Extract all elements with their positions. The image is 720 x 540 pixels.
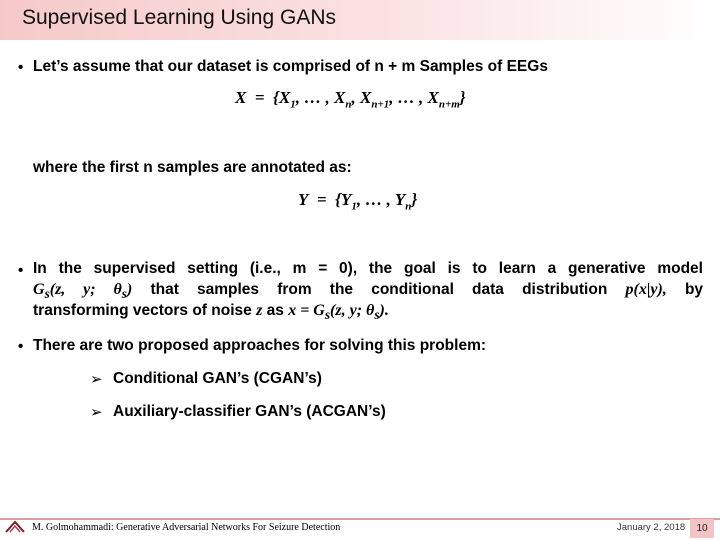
sub-item-2-arrow-icon: ➢ (90, 404, 103, 421)
bullet-2-line-2: $G_s(z$, y; $\theta_s$) that samples from the conditional data distribution p(x|y), by (33, 281, 704, 302)
bullet-2-line-1: In the supervised setting (i.e., m = 0), the goal is to learn a generative model (33, 260, 703, 277)
sub-item-2: Auxiliary-classifier GAN’s (ACGAN’s) (113, 403, 386, 420)
sub-item-1-arrow-icon: ➢ (90, 371, 103, 388)
bullet-1-text: Let’s assume that our dataset is comprised of n + m Samples of EEGs (33, 58, 548, 75)
footer-divider (0, 518, 720, 520)
university-logo-icon (4, 519, 26, 535)
slide-title: Supervised Learning Using GANs (22, 6, 336, 29)
footer-author: M. Golmohammadi: Generative Adversarial Networks For Seizure Detection (32, 522, 341, 533)
equation-y: $Y = \{Y_1$, … , $Y_n$} (298, 190, 418, 213)
bullet-2-line-3: transforming vectors of noise z as $x = G_s(z$, y; $\theta_s$). (33, 302, 389, 323)
equation-x: $X = \{X_1$, … , $X_n$, $X_{n+1}$, … , $X_{n+m}$} (235, 88, 466, 111)
footer-date: January 2, 2018 (617, 522, 686, 533)
sub-item-1: Conditional GAN’s (CGAN’s) (113, 370, 322, 387)
bullet-1-marker: • (18, 59, 24, 76)
bullet-2-marker: • (18, 262, 24, 279)
page-number: 10 (690, 519, 714, 538)
annotated-text: where the first n samples are annotated as: (33, 159, 352, 176)
bullet-3-text: There are two proposed approaches for solving this problem: (33, 337, 487, 354)
bullet-3-marker: • (18, 338, 24, 355)
